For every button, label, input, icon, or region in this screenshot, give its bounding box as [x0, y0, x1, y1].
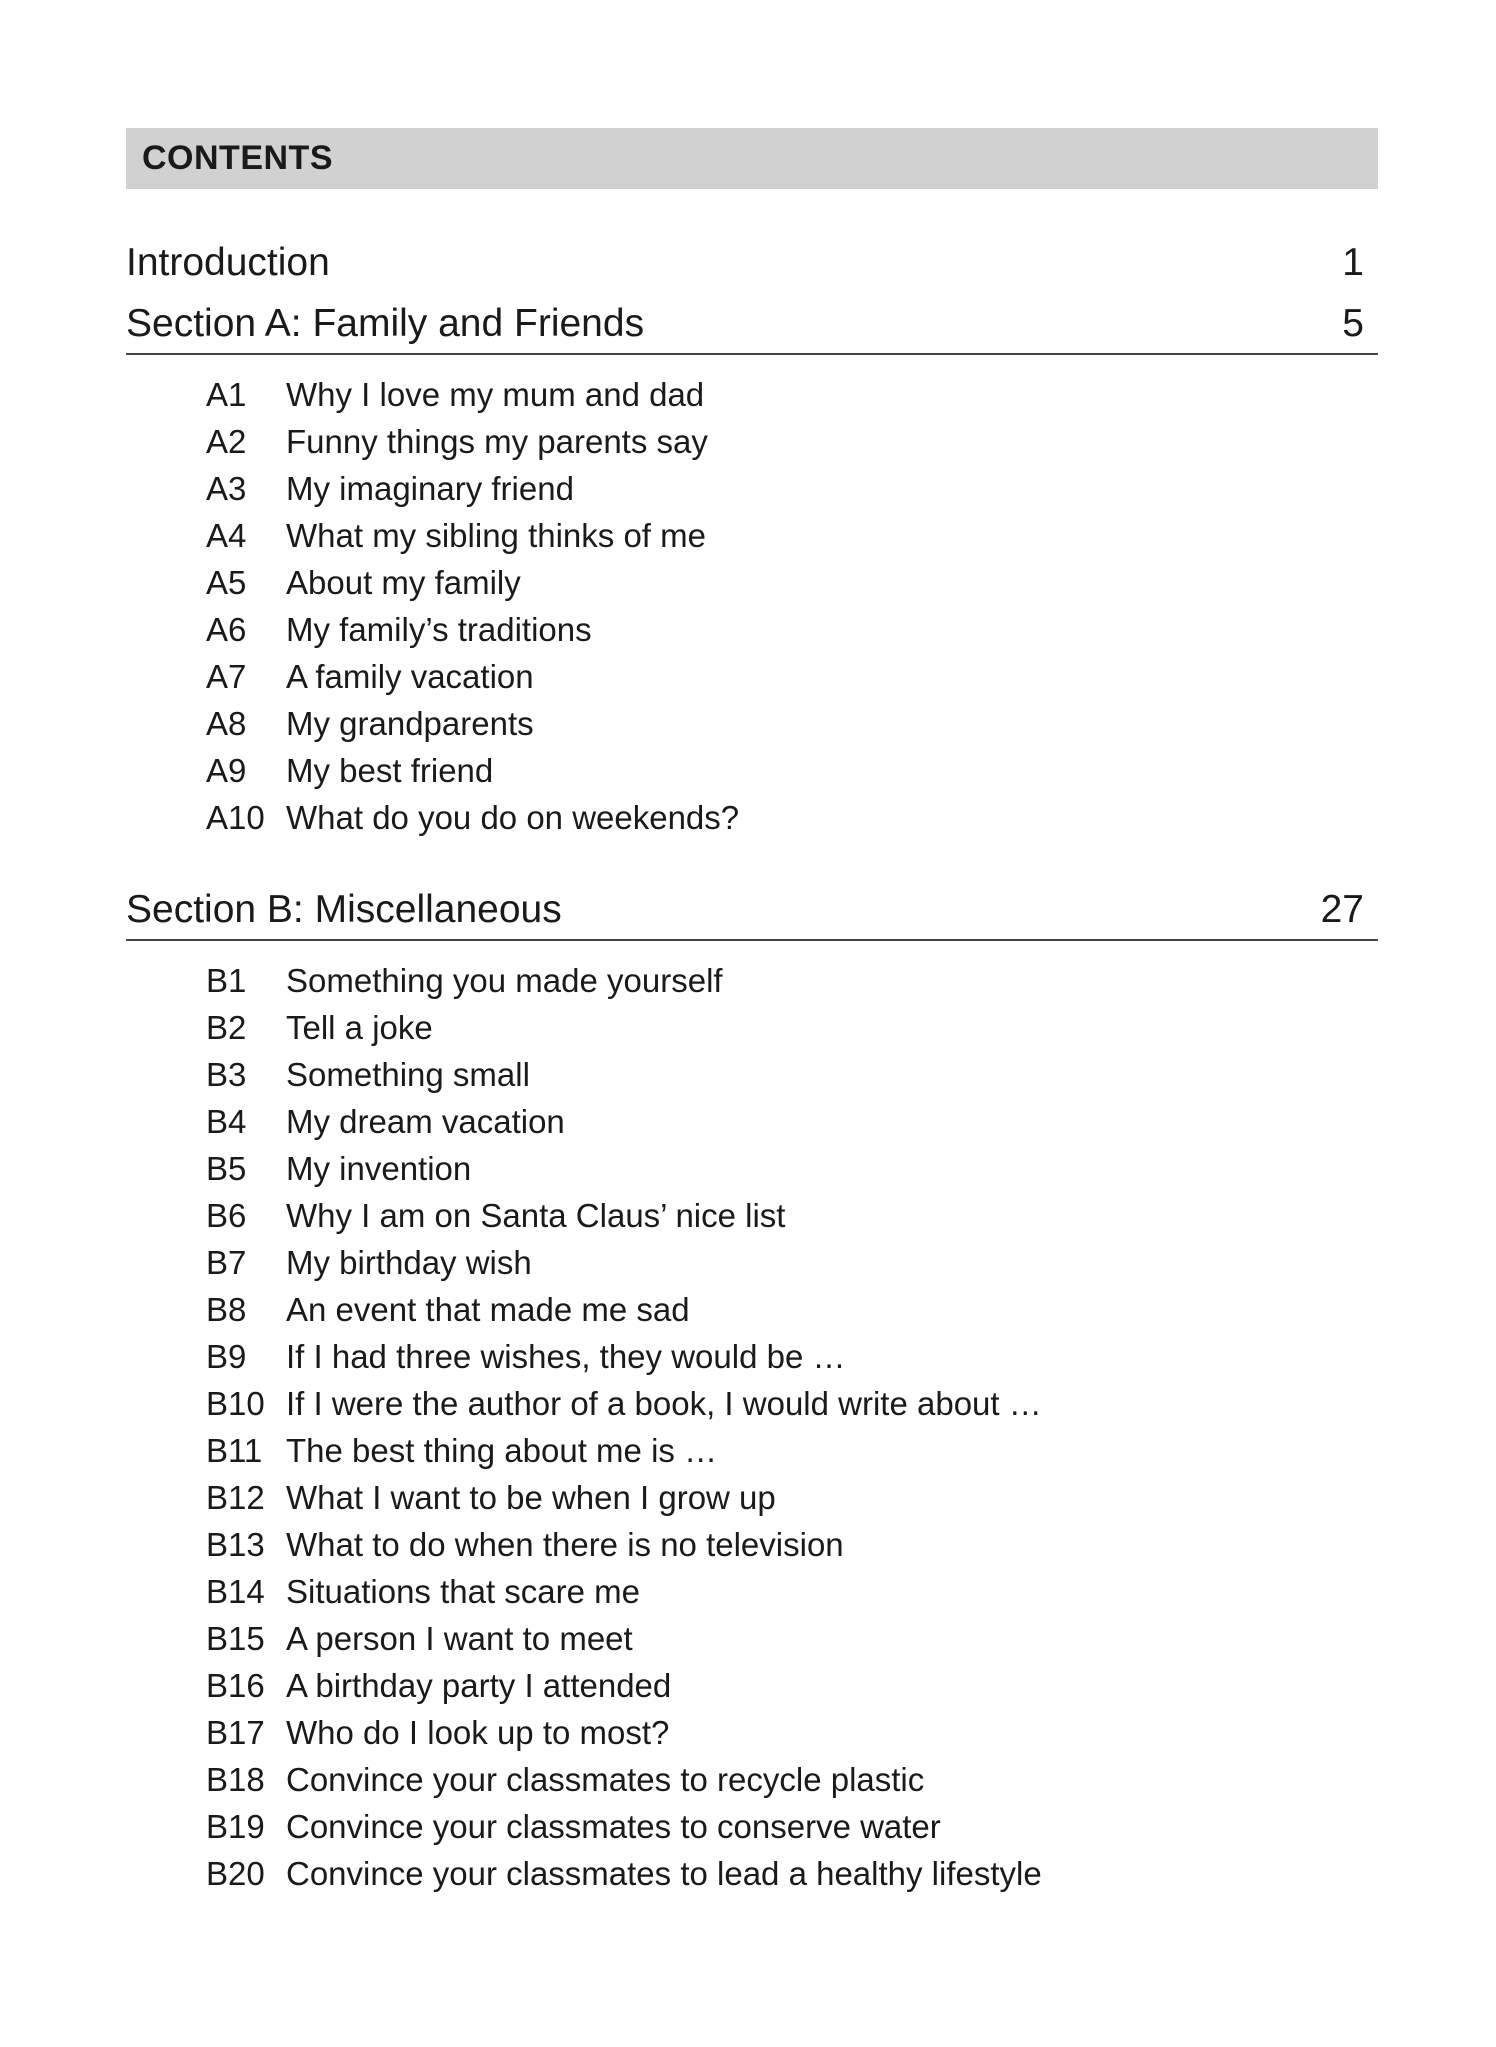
toc-entry-code: A7: [206, 658, 247, 695]
toc-entry-title: Tell a joke: [286, 1009, 433, 1046]
toc-entry-code: B2: [206, 1009, 247, 1046]
toc-entry-code: A1: [206, 376, 247, 413]
toc-entry-code: B18: [206, 1761, 265, 1798]
toc-entry: [206, 1756, 1378, 1803]
toc-entry-code: A8: [206, 705, 247, 742]
toc-entry: [206, 1239, 1378, 1286]
toc-entry-title: My imaginary friend: [286, 470, 574, 507]
toc-entry-title: My grandparents: [286, 705, 534, 742]
toc-entry-code: A4: [206, 517, 247, 554]
toc-entry-code: B1: [206, 962, 247, 999]
toc-entry-title: Why I love my mum and dad: [286, 376, 705, 413]
toc-entry: [206, 1568, 1378, 1615]
toc-introduction-page: 1: [1342, 241, 1364, 284]
toc-entry-title: A birthday party I attended: [286, 1667, 672, 1704]
toc-entry-code: B19: [206, 1808, 265, 1845]
toc-entry: [206, 1333, 1378, 1380]
toc-entry-title: Convince your classmates to recycle plastic: [286, 1761, 925, 1798]
toc-entry: [206, 1521, 1378, 1568]
section-b-entries: [126, 957, 1378, 1897]
toc-entry: [206, 653, 1378, 700]
toc-entry-title: A person I want to meet: [286, 1620, 633, 1657]
toc-section-b-title: Section B: Miscellaneous: [126, 888, 562, 931]
toc-entry: [206, 371, 1378, 418]
toc-entry-code: B4: [206, 1103, 247, 1140]
toc-entry: [206, 1474, 1378, 1521]
toc-entry-code: B13: [206, 1526, 265, 1563]
toc-entry-title: What to do when there is no television: [286, 1526, 844, 1563]
toc-entry-title: My invention: [286, 1150, 472, 1187]
toc-entry-code: B15: [206, 1620, 265, 1657]
toc-entry-title: An event that made me sad: [286, 1291, 690, 1328]
toc-entry: [206, 1615, 1378, 1662]
toc-entry-code: B8: [206, 1291, 247, 1328]
section-a-entries: [126, 371, 1378, 841]
toc-entry: [206, 700, 1378, 747]
toc-entry: [206, 747, 1378, 794]
toc-entry-code: A9: [206, 752, 247, 789]
toc-entry-title: If I had three wishes, they would be …: [286, 1338, 846, 1375]
toc-introduction-title: Introduction: [126, 241, 330, 284]
toc-entry-code: B14: [206, 1573, 265, 1610]
toc-entry-title: Convince your classmates to conserve water: [286, 1808, 941, 1845]
toc-entry-title: A family vacation: [286, 658, 534, 695]
toc-entry-code: B20: [206, 1855, 265, 1892]
toc-entry-code: B10: [206, 1385, 265, 1422]
toc-entry-title: My dream vacation: [286, 1103, 565, 1140]
contents-page: [126, 128, 1378, 1897]
toc-entry: [206, 1004, 1378, 1051]
toc-entry-title: What I want to be when I grow up: [286, 1479, 776, 1516]
toc-entry: [206, 606, 1378, 653]
toc-entry: [206, 559, 1378, 606]
toc-entry-title: About my family: [286, 564, 521, 601]
contents-header-bar: [126, 128, 1378, 189]
toc-entry: [206, 418, 1378, 465]
toc-entry-title: My best friend: [286, 752, 494, 789]
toc-entry-code: B5: [206, 1150, 247, 1187]
toc-entry-title: My birthday wish: [286, 1244, 532, 1281]
contents-title: CONTENTS: [142, 139, 333, 177]
toc-entry-code: B6: [206, 1197, 247, 1234]
toc-entry-code: B11: [206, 1432, 263, 1469]
toc-entry-code: B7: [206, 1244, 247, 1281]
toc-entry-title: If I were the author of a book, I would write about …: [286, 1385, 1042, 1422]
toc-entry: [206, 1803, 1378, 1850]
toc-introduction: [126, 231, 1378, 295]
toc-entry: [206, 1380, 1378, 1427]
toc-entry: [206, 1145, 1378, 1192]
toc-entry-title: My family’s traditions: [286, 611, 592, 648]
toc-entry-title: Something small: [286, 1056, 530, 1093]
toc-entry-title: What my sibling thinks of me: [286, 517, 706, 554]
toc-entry: [206, 1850, 1378, 1897]
toc-entry-code: A6: [206, 611, 247, 648]
toc-entry-title: Something you made yourself: [286, 962, 723, 999]
toc-entry-code: B9: [206, 1338, 247, 1375]
toc-entry-code: B12: [206, 1479, 265, 1516]
toc-entry-code: A3: [206, 470, 247, 507]
toc-entry: [206, 1286, 1378, 1333]
toc-entry-title: Situations that scare me: [286, 1573, 641, 1610]
toc-entry: [206, 1427, 1378, 1474]
toc-entry-code: B16: [206, 1667, 265, 1704]
toc-entry: [206, 957, 1378, 1004]
toc-entry-title: Why I am on Santa Claus’ nice list: [286, 1197, 786, 1234]
toc-entry: [206, 465, 1378, 512]
toc-entry-title: The best thing about me is …: [286, 1432, 718, 1469]
toc-entry: [206, 1051, 1378, 1098]
toc-entry-code: A10: [206, 799, 265, 836]
toc-entry-code: A2: [206, 423, 247, 460]
toc-section-a: [126, 295, 1378, 355]
toc-entry: [206, 1098, 1378, 1145]
toc-entry-title: Funny things my parents say: [286, 423, 708, 460]
toc-entry-code: A5: [206, 564, 247, 601]
toc-entry: [206, 1709, 1378, 1756]
toc-entry: [206, 1662, 1378, 1709]
toc-section-a-title: Section A: Family and Friends: [126, 302, 645, 345]
toc-entry: [206, 794, 1378, 841]
toc-entry-title: What do you do on weekends?: [286, 799, 740, 836]
toc-entry-code: B3: [206, 1056, 247, 1093]
toc-section-a-page: 5: [1342, 302, 1364, 345]
toc-entry-title: Convince your classmates to lead a healthy lifestyle: [286, 1855, 1042, 1892]
toc-entry-title: Who do I look up to most?: [286, 1714, 670, 1751]
toc-entry: [206, 512, 1378, 559]
toc-section-b-page: 27: [1320, 888, 1364, 931]
toc-entry: [206, 1192, 1378, 1239]
toc-section-b: [126, 881, 1378, 941]
toc-entry-code: B17: [206, 1714, 265, 1751]
